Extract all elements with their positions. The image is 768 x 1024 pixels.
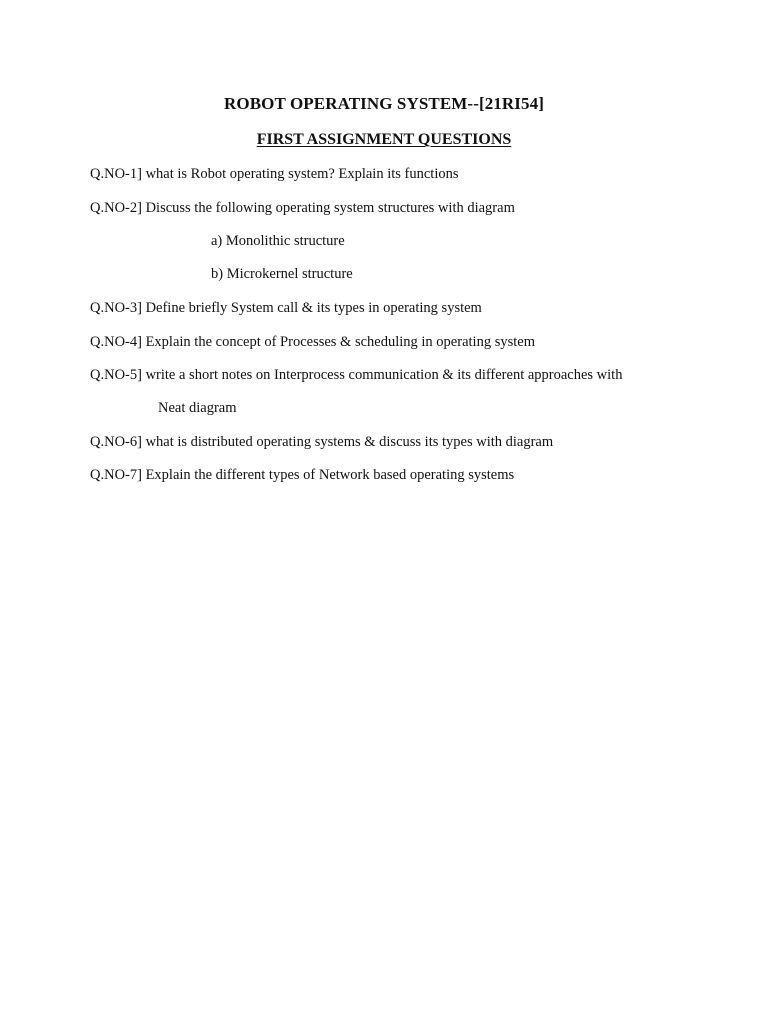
question-2: Q.NO-2] Discuss the following operating system structures with diagram xyxy=(90,200,515,216)
question-5-continuation: Neat diagram xyxy=(158,400,237,416)
question-7: Q.NO-7] Explain the different types of Network based operating systems xyxy=(90,467,515,483)
question-2-option-b: b) Microkernel structure xyxy=(211,266,353,282)
question-3: Q.NO-3] Define briefly System call & its types in operating system xyxy=(90,300,482,316)
assignment-heading: FIRST ASSIGNMENT QUESTIONS xyxy=(256,131,512,148)
question-1: Q.NO-1] what is Robot operating system? Explain its functions xyxy=(90,166,459,182)
question-2-option-a: a) Monolithic structure xyxy=(211,233,345,249)
question-5: Q.NO-5] write a short notes on Interprocess communication & its different approaches with xyxy=(90,367,623,383)
question-6: Q.NO-6] what is distributed operating systems & discuss its types with diagram xyxy=(90,434,554,450)
question-4: Q.NO-4] Explain the concept of Processes & scheduling in operating system xyxy=(90,334,535,350)
document-title: ROBOT OPERATING SYSTEM--[21RI54] xyxy=(224,94,544,113)
